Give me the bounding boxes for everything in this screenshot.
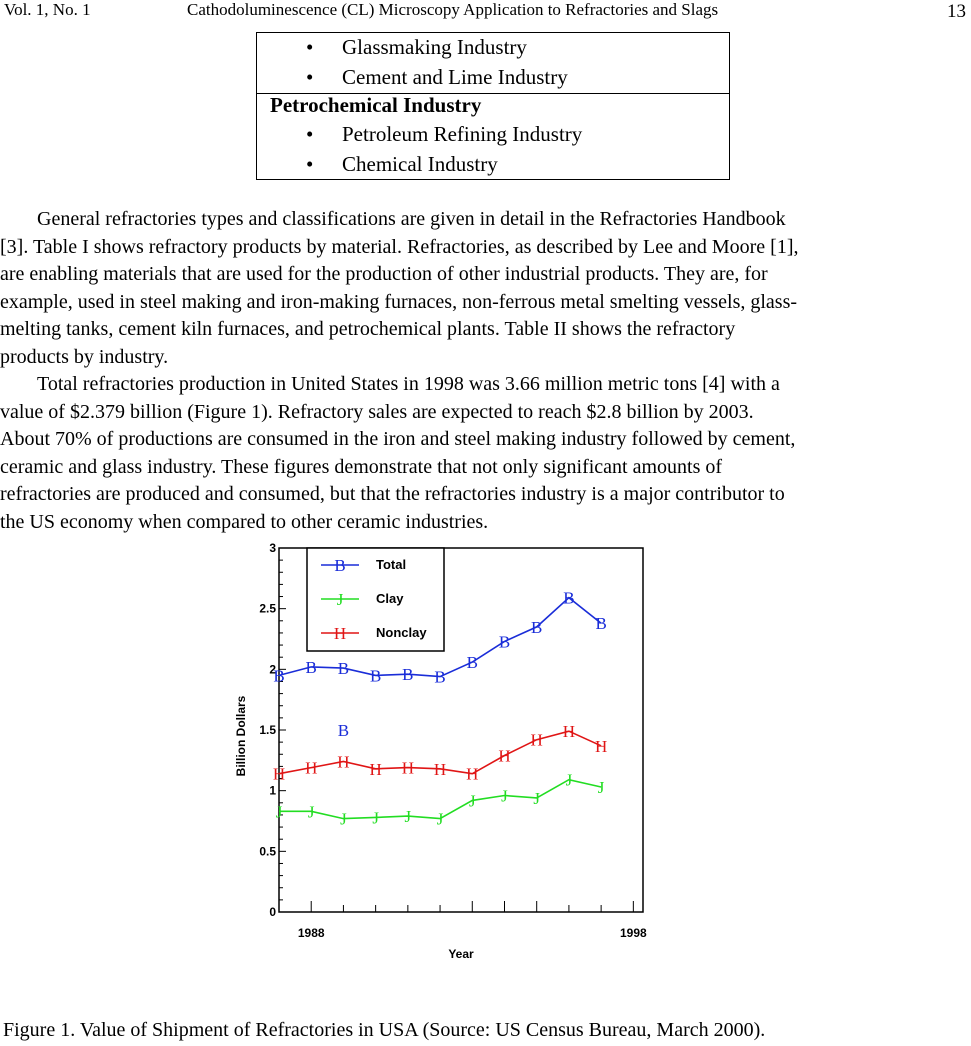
- data-point-marker: H: [594, 736, 608, 756]
- y-axis-label: Billion Dollars: [234, 695, 248, 777]
- data-point-marker: B: [531, 617, 543, 637]
- data-point-marker: J: [597, 778, 605, 798]
- data-point-marker: J: [565, 770, 573, 790]
- data-point-marker: B: [595, 614, 607, 634]
- text-line: Total refractories production in United States in 1998 was 3.66 million metric tons [4] with a: [37, 373, 780, 395]
- data-point-marker: H: [305, 758, 318, 778]
- data-point-marker: H: [401, 758, 414, 778]
- running-title: Cathodoluminescence (CL) Microscopy Application to Refractories and Slags: [187, 0, 719, 19]
- list-item: • Chemical Industry: [342, 152, 498, 177]
- y-tick-label: 2.5: [259, 601, 276, 616]
- data-point-marker: H: [337, 752, 350, 772]
- text-line: ceramic and glass industry. These figures demonstrate that not only significant amounts of: [0, 455, 723, 478]
- data-point-marker: H: [498, 746, 511, 766]
- data-point-marker: B: [563, 588, 575, 608]
- data-point-marker: H: [272, 764, 286, 784]
- legend-label: Nonclay: [376, 625, 427, 640]
- text-line: are enabling materials that are used for the production of other industrial products. They are, for: [0, 263, 768, 285]
- text-line: value of $2.379 billion (Figure 1). Refractory sales are expected to reach $2.8 billion by 2003.: [0, 400, 754, 423]
- data-point-marker: H: [530, 730, 543, 750]
- paragraph-2: [0, 371, 971, 536]
- data-point-marker: B: [466, 653, 478, 673]
- data-point-marker: B: [337, 659, 350, 679]
- text-line: About 70% of productions are consumed in the iron and steel making industry followed by cement,: [0, 428, 796, 450]
- x-axis-ticks: [298, 901, 647, 940]
- stray-marker: B: [337, 721, 350, 740]
- x-tick-label: 1998: [619, 926, 647, 940]
- y-tick-label: 3: [269, 541, 276, 555]
- figure-caption: Figure 1. Value of Shipment of Refractories in USA (Source: US Census Bureau, March 2000).: [3, 1019, 766, 1041]
- data-point-marker: B: [273, 666, 285, 686]
- x-tick-label: 1988: [297, 926, 325, 940]
- text-line: [3]. Table I shows refractory products by material. Refractories, as described by Lee and Moore [1],: [0, 235, 799, 258]
- y-tick-label: 2: [269, 662, 276, 677]
- data-point-marker: H: [369, 759, 382, 779]
- data-point-marker: B: [305, 657, 317, 677]
- data-point-marker: B: [498, 632, 511, 652]
- legend-marker: H: [333, 624, 347, 643]
- journal-volume: Vol. 1, No. 1: [4, 0, 91, 19]
- y-axis-ticks: [259, 541, 286, 919]
- refractories-chart: [220, 536, 660, 976]
- page-number: 13: [947, 1, 966, 22]
- legend-marker: J: [336, 590, 344, 609]
- data-point-marker: H: [466, 764, 479, 784]
- y-tick-label: 0: [269, 905, 276, 919]
- y-tick-label: 0.5: [259, 844, 276, 859]
- list-item: • Glassmaking Industry: [342, 35, 527, 60]
- data-point-marker: J: [340, 809, 347, 829]
- data-point-marker: J: [501, 786, 508, 806]
- table-heading: Petrochemical Industry: [270, 93, 482, 117]
- industry-table: [256, 32, 730, 180]
- data-point-marker: J: [533, 788, 541, 808]
- data-point-marker: J: [468, 791, 476, 811]
- data-point-marker: J: [436, 809, 444, 829]
- list-item: • Cement and Lime Industry: [342, 65, 568, 90]
- table-row: [257, 33, 729, 94]
- legend-label: Total: [376, 557, 407, 572]
- data-point-marker: J: [307, 802, 315, 822]
- text-line: refractories are produced and consumed, but that the refractories industry is a major contributor to: [0, 483, 785, 505]
- y-tick-label: 1: [269, 783, 276, 798]
- chart-legend: [307, 548, 444, 651]
- data-point-marker: J: [404, 807, 412, 827]
- text-line: products by industry.: [0, 345, 169, 368]
- legend-label: Clay: [376, 591, 404, 606]
- data-point-marker: B: [369, 666, 382, 686]
- x-axis-label: Year: [448, 947, 474, 961]
- list-item: • Petroleum Refining Industry: [342, 122, 582, 147]
- text-line: General refractories types and classifications are given in detail in the Refractories Handbook: [37, 208, 786, 230]
- y-tick-label: 1.5: [259, 723, 276, 737]
- legend-marker: B: [334, 556, 346, 575]
- data-point-marker: J: [372, 808, 379, 828]
- data-point-marker: B: [434, 667, 446, 687]
- text-line: the US economy when compared to other ceramic industries.: [0, 510, 489, 533]
- text-line: melting tanks, cement kiln furnaces, and petrochemical plants. Table II shows the refractory: [0, 318, 736, 340]
- data-point-marker: B: [402, 665, 414, 685]
- data-point-marker: J: [275, 802, 283, 822]
- data-point-marker: H: [562, 722, 576, 742]
- data-point-marker: H: [433, 759, 447, 779]
- text-line: example, used in steel making and iron-making furnaces, non-ferrous metal smelting vessels, glass-: [0, 290, 798, 313]
- paragraph-1: [0, 206, 971, 371]
